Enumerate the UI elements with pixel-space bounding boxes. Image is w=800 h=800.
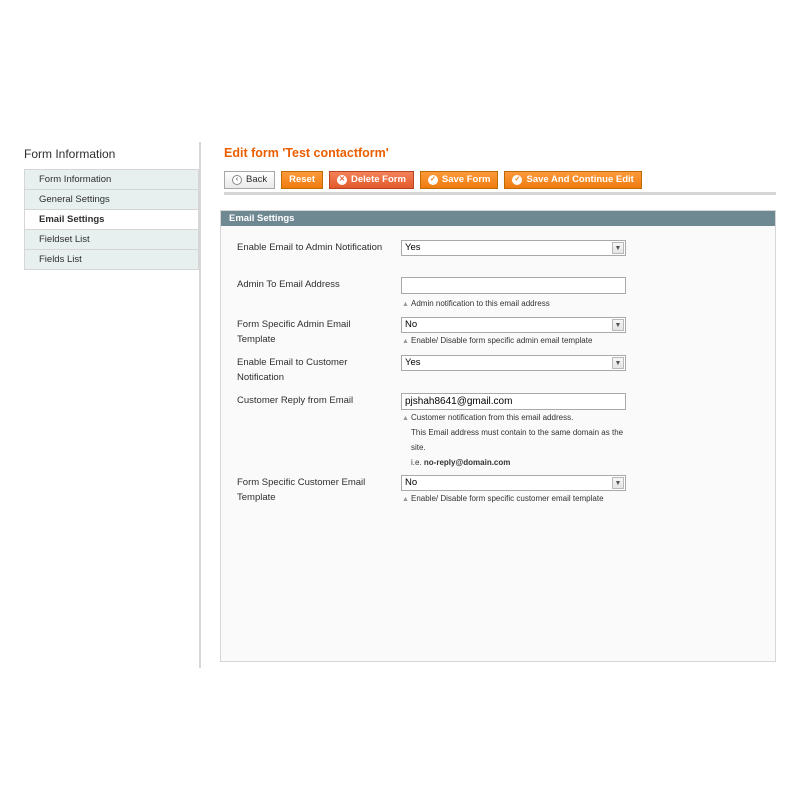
email-settings-fieldset	[220, 210, 776, 662]
enable-admin-label: Enable Email to Admin Notification	[237, 242, 383, 253]
admin-template-note	[401, 333, 626, 348]
sidebar-item-email-settings[interactable]: Email Settings	[24, 210, 199, 230]
sidebar-item-general-settings[interactable]: General Settings	[24, 190, 199, 210]
tab-list	[24, 169, 199, 270]
customer-reply-note-example	[411, 455, 626, 470]
note-triangle-icon: ▲	[402, 301, 409, 308]
customer-reply-note	[401, 410, 626, 470]
customer-reply-input[interactable]: pjshah8641@gmail.com	[401, 393, 626, 410]
back-arrow-icon: ‹	[232, 175, 242, 185]
header-separator	[224, 192, 776, 195]
chevron-down-icon: ▼	[612, 319, 624, 331]
enable-customer-label: Enable Email to Customer Notification	[237, 357, 348, 383]
admin-email-note	[401, 296, 626, 311]
checkmark-icon: ✓	[428, 175, 438, 185]
note-example-prefix: i.e.	[411, 458, 422, 467]
save-form-button[interactable]	[420, 171, 499, 189]
delete-form-button-label: Delete Form	[351, 174, 406, 185]
chevron-down-icon: ▼	[612, 242, 624, 254]
save-form-button-label: Save Form	[441, 174, 491, 185]
enable-admin-value: Yes	[405, 242, 421, 253]
save-and-continue-button-label: Save And Continue Edit	[526, 174, 634, 185]
admin-template-label: Form Specific Admin Email Template	[237, 319, 351, 345]
customer-template-note-text: Enable/ Disable form specific customer email template	[411, 494, 604, 503]
sidebar-item-fields-list[interactable]: Fields List	[24, 250, 199, 270]
enable-customer-value: Yes	[405, 357, 421, 368]
chevron-down-icon: ▼	[612, 357, 624, 369]
save-and-continue-button[interactable]	[504, 171, 641, 189]
customer-template-note	[401, 491, 626, 506]
checkmark-icon: ✓	[512, 175, 522, 185]
chevron-down-icon: ▼	[612, 477, 624, 489]
customer-reply-note-line2: This Email address must contain to the same domain as the site.	[411, 428, 624, 452]
admin-template-note-text: Enable/ Disable form specific admin email template	[411, 336, 593, 345]
sidebar-title: Form Information	[24, 147, 116, 161]
customer-template-label: Form Specific Customer Email Template	[237, 477, 366, 503]
delete-form-button[interactable]	[329, 171, 414, 189]
admin-template-value: No	[405, 319, 418, 330]
note-triangle-icon: ▲	[402, 496, 409, 503]
admin-email-note-text: Admin notification to this email address	[411, 299, 550, 308]
note-example-email: no-reply@domain.com	[423, 458, 511, 467]
enable-admin-select[interactable]	[401, 240, 626, 256]
customer-reply-note-line1: Customer notification from this email address.	[411, 413, 574, 422]
admin-email-label: Admin To Email Address	[237, 279, 340, 290]
reset-button-label: Reset	[289, 174, 315, 185]
enable-customer-select[interactable]	[401, 355, 626, 371]
delete-x-icon: ✕	[337, 175, 347, 185]
customer-template-value: No	[405, 477, 418, 488]
note-triangle-icon: ▲	[402, 415, 409, 422]
note-triangle-icon: ▲	[402, 338, 409, 345]
sidebar-item-form-information[interactable]: Form Information	[24, 170, 199, 190]
admin-template-select[interactable]	[401, 317, 626, 333]
sidebar	[24, 147, 199, 270]
back-button[interactable]	[224, 171, 275, 189]
main-content	[224, 145, 776, 503]
customer-reply-label: Customer Reply from Email	[237, 395, 354, 406]
fieldset-header: Email Settings	[221, 211, 775, 226]
back-button-label: Back	[246, 174, 268, 185]
button-bar	[224, 171, 776, 191]
sidebar-item-fieldset-list[interactable]: Fieldset List	[24, 230, 199, 250]
admin-email-input[interactable]	[401, 277, 626, 294]
page-title: Edit form 'Test contactform'	[224, 146, 389, 160]
vertical-divider	[199, 142, 201, 668]
customer-template-select[interactable]	[401, 475, 626, 491]
reset-button[interactable]	[281, 171, 323, 189]
